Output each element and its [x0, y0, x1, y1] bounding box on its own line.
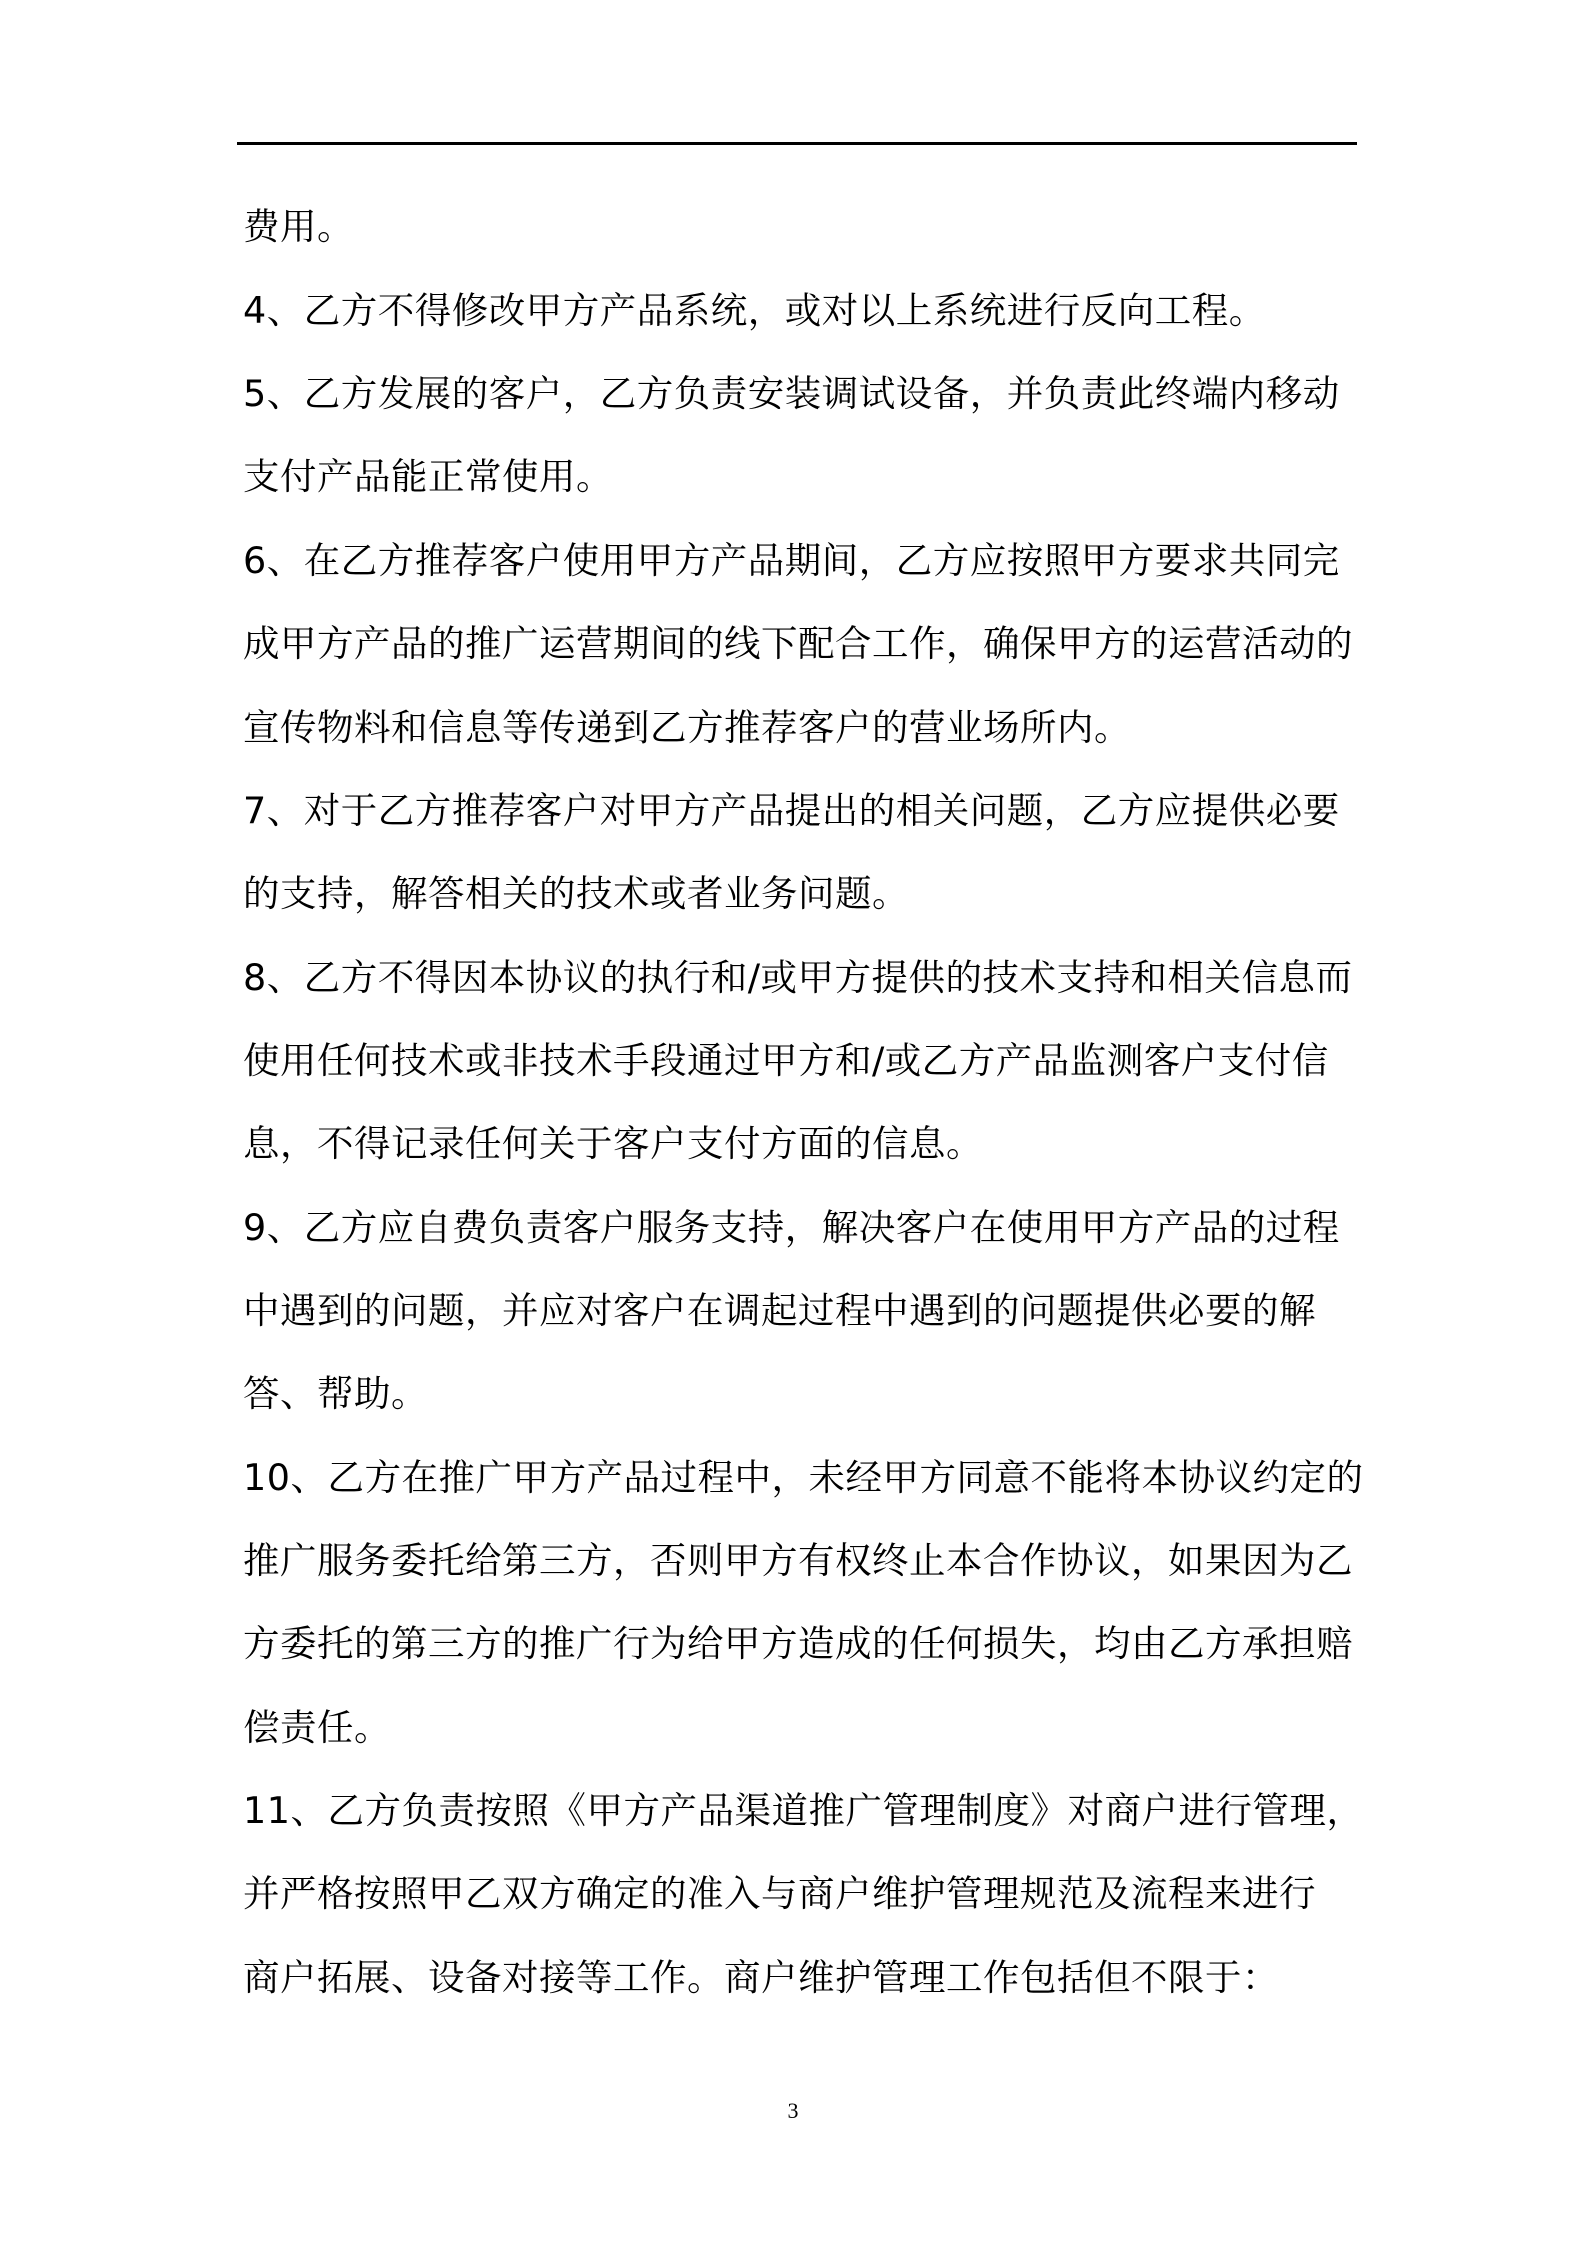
text-line: 5、乙方发展的客户，乙方负责安装调试设备，并负责此终端内移动	[243, 372, 1340, 415]
text-line: 7、对于乙方推荐客户对甲方产品提出的相关问题，乙方应提供必要	[243, 789, 1340, 832]
text-line: 方委托的第三方的推广行为给甲方造成的任何损失，均由乙方承担赔	[243, 1622, 1353, 1665]
text-line: 8、乙方不得因本协议的执行和/或甲方提供的技术支持和相关信息而	[243, 956, 1353, 999]
text-line: 答、帮助。	[243, 1372, 428, 1415]
text-line: 4、乙方不得修改甲方产品系统，或对以上系统进行反向工程。	[243, 289, 1266, 332]
header-rule	[237, 142, 1357, 145]
text-line: 成甲方产品的推广运营期间的线下配合工作，确保甲方的运营活动的	[243, 622, 1353, 665]
text-line: 偿责任。	[243, 1706, 391, 1749]
text-line: 并严格按照甲乙双方确定的准入与商户维护管理规范及流程来进行	[243, 1872, 1316, 1915]
text-line: 9、乙方应自费负责客户服务支持，解决客户在使用甲方产品的过程	[243, 1206, 1340, 1249]
text-line: 宣传物料和信息等传递到乙方推荐客户的营业场所内。	[243, 706, 1131, 749]
text-line: 费用。	[243, 205, 354, 248]
text-line: 使用任何技术或非技术手段通过甲方和/或乙方产品监测客户支付信	[243, 1039, 1329, 1082]
text-line: 息，不得记录任何关于客户支付方面的信息。	[243, 1122, 983, 1165]
text-line: 商户拓展、设备对接等工作。商户维护管理工作包括但不限于：	[243, 1956, 1279, 1999]
text-line: 支付产品能正常使用。	[243, 455, 613, 498]
text-line: 的支持，解答相关的技术或者业务问题。	[243, 872, 909, 915]
text-line: 10、乙方在推广甲方产品过程中，未经甲方同意不能将本协议约定的	[243, 1456, 1364, 1499]
text-line: 6、在乙方推荐客户使用甲方产品期间，乙方应按照甲方要求共同完	[243, 539, 1340, 582]
text-line: 推广服务委托给第三方，否则甲方有权终止本合作协议，如果因为乙	[243, 1539, 1353, 1582]
text-line: 11、乙方负责按照《甲方产品渠道推广管理制度》对商户进行管理，	[243, 1789, 1364, 1832]
page-number: 3	[787, 2098, 799, 2123]
text-line: 中遇到的问题，并应对客户在调起过程中遇到的问题提供必要的解	[243, 1289, 1316, 1332]
